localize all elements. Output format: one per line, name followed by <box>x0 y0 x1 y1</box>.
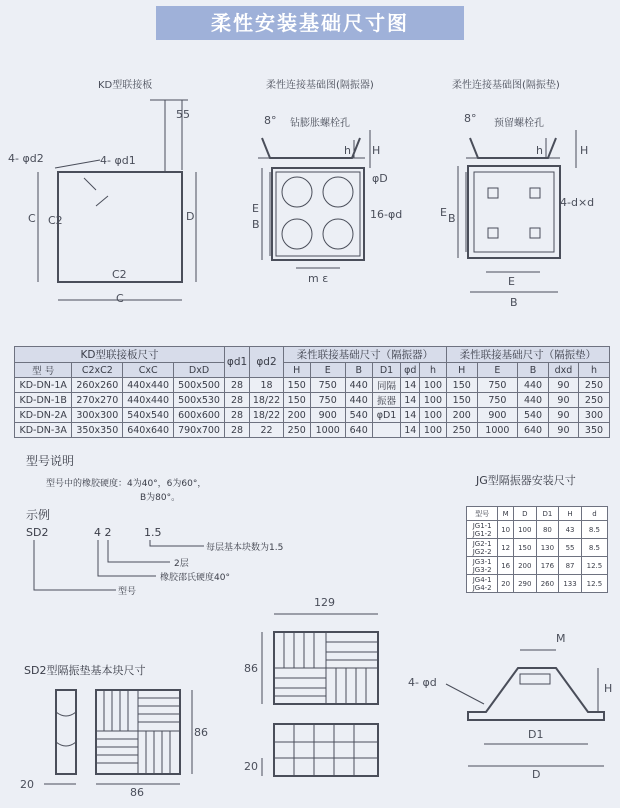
jg-header-row <box>467 507 608 521</box>
spec-table <box>14 346 610 438</box>
spec-cell: 440x440 <box>123 393 174 408</box>
spec-cell: 250 <box>579 393 610 408</box>
jg-cell: 8.5 <box>581 521 607 539</box>
jg-col-m: M <box>498 507 514 521</box>
kd-c-left-label: C <box>28 212 36 225</box>
spec-cell: 同隔 <box>372 378 401 393</box>
spec-cell: 28 <box>224 423 249 438</box>
spec-cell: 振器 <box>372 393 401 408</box>
spec-col-iso-h: h <box>420 363 447 378</box>
isolator-circle-2 <box>323 177 353 207</box>
spec-col-iso-H: H <box>283 363 310 378</box>
spec-cell: 500x530 <box>174 393 225 408</box>
spec-cell: KD-DN-3A <box>15 423 72 438</box>
sd2-big-drawing <box>262 614 378 776</box>
spec-cell: 1000 <box>477 423 518 438</box>
sd2-big-ribs <box>274 632 378 704</box>
pad-e-label: E <box>440 206 447 219</box>
spec-cell: 90 <box>548 378 578 393</box>
jg-row <box>467 539 608 557</box>
jg-cell: JG1-1 JG1-2 <box>467 521 498 539</box>
jg-cell: 176 <box>536 557 559 575</box>
spec-cell: 750 <box>477 393 518 408</box>
spec-col-iso-phid: φd <box>401 363 420 378</box>
pad-hole-2 <box>530 188 540 198</box>
spec-group-iso: 柔性联接基础尺寸（隔振器） <box>283 347 446 363</box>
isolator-inner <box>276 172 360 256</box>
pad-bolt-label: 预留螺栓孔 <box>494 118 544 129</box>
sd2-129-label: 129 <box>314 596 335 609</box>
example-42: 4 2 <box>94 526 112 539</box>
spec-col-model: 型 号 <box>15 363 72 378</box>
example-note-model: 型号 <box>118 587 137 597</box>
spec-cell: 440 <box>345 393 372 408</box>
spec-cell: 540 <box>518 408 549 423</box>
pad-side <box>470 138 556 158</box>
kd-c2-bottom-label: C2 <box>112 268 127 281</box>
sd2-20-label: 20 <box>20 778 34 791</box>
spec-cell: 90 <box>548 423 578 438</box>
spec-cell: 14 <box>401 408 420 423</box>
spec-cell: 500x500 <box>174 378 225 393</box>
isolator-circle-3 <box>282 219 312 249</box>
sd2-small-drawing <box>44 690 192 784</box>
spec-cell: 260x260 <box>72 378 123 393</box>
jg-col-hole: d <box>581 507 607 521</box>
sd2-big-side-lines <box>274 724 378 776</box>
spec-col-phid2: φd2 <box>250 347 284 378</box>
spec-cell: 900 <box>310 408 345 423</box>
spec-cell: 18/22 <box>250 393 284 408</box>
sd2-86-h-label: 86 <box>194 726 208 739</box>
spec-cell: 440 <box>518 378 549 393</box>
spec-cell: 90 <box>548 393 578 408</box>
spec-col-c2: C2xC2 <box>72 363 123 378</box>
spec-col-phid1: φd1 <box>224 347 249 378</box>
pad-hole-1 <box>488 188 498 198</box>
jg-cell: 12.5 <box>581 557 607 575</box>
iso-phiD-label: φD <box>372 172 388 185</box>
jg-top-cap <box>520 674 550 684</box>
isolator-circle-1 <box>282 177 312 207</box>
sd2-20-big-label: 20 <box>244 760 258 773</box>
spec-cell: 100 <box>420 408 447 423</box>
jg-row <box>467 557 608 575</box>
jg-table-body <box>467 521 608 593</box>
iso-b-label: B <box>252 218 260 231</box>
jg-cell: 55 <box>559 539 582 557</box>
spec-col-pad-dxd: dxd <box>548 363 578 378</box>
spec-cell: 150 <box>446 393 477 408</box>
spec-cell: 640 <box>518 423 549 438</box>
spec-cell: 200 <box>446 408 477 423</box>
example-note-40: 橡胶邵氏硬度40° <box>160 573 230 583</box>
jg-hole-leader <box>446 684 484 704</box>
jg-cell: 260 <box>536 575 559 593</box>
jg-col-model: 型号 <box>467 507 498 521</box>
jg-cell: 43 <box>559 521 582 539</box>
jg-cell: 8.5 <box>581 539 607 557</box>
spec-cell: 90 <box>548 408 578 423</box>
jg-col-d1: D1 <box>536 507 559 521</box>
spec-cell: 150 <box>283 393 310 408</box>
spec-cell: 18/22 <box>250 408 284 423</box>
spec-cell: 640 <box>345 423 372 438</box>
iso-holes-label: 16-φd <box>370 208 403 221</box>
spec-cell: 350 <box>579 423 610 438</box>
iso-h-label: h <box>344 144 351 157</box>
spec-cell: 350x350 <box>72 423 123 438</box>
pad-b-label: B <box>448 212 456 225</box>
spec-cell: 250 <box>579 378 610 393</box>
spec-cell: 900 <box>477 408 518 423</box>
iso-bottom-label: m ε <box>308 272 329 285</box>
kd-plate-caption: KD型联接板 <box>98 80 153 91</box>
spec-cell: 22 <box>250 423 284 438</box>
kd-leader-1 <box>55 160 100 168</box>
spec-row <box>15 408 610 423</box>
spec-cell: 790x700 <box>174 423 225 438</box>
spec-cell: 100 <box>420 393 447 408</box>
kd-55-label: 55 <box>176 108 190 121</box>
spec-cell: KD-DN-1B <box>15 393 72 408</box>
example-heading: 示例 <box>26 508 51 522</box>
spec-cell: 640x640 <box>123 423 174 438</box>
page-title: 柔性安装基础尺寸图 <box>211 11 409 35</box>
isolator-caption: 柔性连接基础图(隔振器) <box>266 80 374 91</box>
sd2-86-w-label: 86 <box>130 786 144 799</box>
iso-bolt-label: 钻膨胀螺栓孔 <box>290 118 350 129</box>
spec-group-pad: 柔性联接基础尺寸（隔振垫） <box>446 347 609 363</box>
spec-cell: 28 <box>224 378 249 393</box>
kd-hole-d2-label: 4- φd2 <box>8 152 44 165</box>
spec-cell: 300x300 <box>72 408 123 423</box>
jg-cell: 133 <box>559 575 582 593</box>
sd2-86-big-label: 86 <box>244 662 258 675</box>
spec-cell: 750 <box>310 378 345 393</box>
spec-cell <box>372 423 401 438</box>
jg-d-label: D <box>532 768 541 781</box>
isolator-circle-4 <box>323 219 353 249</box>
spec-cell: KD-DN-2A <box>15 408 72 423</box>
spec-cell: 1000 <box>310 423 345 438</box>
jg-cell: 200 <box>513 557 536 575</box>
jg-m-label: M <box>556 632 566 645</box>
spec-cell: 600x600 <box>174 408 225 423</box>
kd-d-label: D <box>186 210 195 223</box>
spec-col-c: CxC <box>123 363 174 378</box>
spec-cell: 150 <box>446 378 477 393</box>
spec-cell: 28 <box>224 393 249 408</box>
spec-group-kd: KD型联接板尺寸 <box>15 347 225 363</box>
spec-col-iso-B: B <box>345 363 372 378</box>
kd-hole-d1-label: 4- φd1 <box>100 154 136 167</box>
iso-angle-label: 8° <box>264 114 277 127</box>
pad-bottom-b-label: B <box>510 296 518 309</box>
spec-cell: φD1 <box>372 408 401 423</box>
spec-cell: 270x270 <box>72 393 123 408</box>
kd-leader-3 <box>96 196 108 206</box>
jg-cell: 100 <box>513 521 536 539</box>
example-note-15: 每层基本块数为1.5 <box>206 543 284 553</box>
model-note-line1: 型号中的橡胶硬度：4为40°，6为60°， <box>46 479 207 489</box>
jg-col-h: H <box>559 507 582 521</box>
jg-h-label: H <box>604 682 613 695</box>
pad-frame <box>468 166 560 258</box>
pad-bottom-e-label: E <box>508 275 515 288</box>
spec-cell: KD-DN-1A <box>15 378 72 393</box>
spec-col-iso-D1: D1 <box>372 363 401 378</box>
kd-c-bottom-label: C <box>116 292 124 305</box>
jg-cell: 12.5 <box>581 575 607 593</box>
sd2-big-side <box>274 724 378 776</box>
pad-hole-4 <box>530 228 540 238</box>
spec-cell: 200 <box>283 408 310 423</box>
spec-cell: 100 <box>420 378 447 393</box>
spec-col-pad-h: h <box>579 363 610 378</box>
jg-cell: 290 <box>513 575 536 593</box>
jg-cell: 10 <box>498 521 514 539</box>
jg-cell: JG2-1 JG2-2 <box>467 539 498 557</box>
iso-e-label: E <box>252 202 259 215</box>
spec-col-pad-H: H <box>446 363 477 378</box>
jg-table <box>466 506 608 593</box>
spec-cell: 300 <box>579 408 610 423</box>
spec-cell: 250 <box>283 423 310 438</box>
sd2-ribs <box>96 690 180 774</box>
model-note-heading: 型号说明 <box>26 454 75 468</box>
spec-group-header <box>15 347 610 363</box>
spec-col-iso-E: E <box>310 363 345 378</box>
jg-cell: 20 <box>498 575 514 593</box>
example-note-2: 2层 <box>174 559 189 569</box>
spec-col-pad-B: B <box>518 363 549 378</box>
spec-col-d: DxD <box>174 363 225 378</box>
spec-cell: 540 <box>345 408 372 423</box>
jg-body <box>468 668 604 720</box>
spec-row <box>15 423 610 438</box>
spec-cell: 150 <box>283 378 310 393</box>
example-15: 1.5 <box>144 526 162 539</box>
spec-cell: 14 <box>401 393 420 408</box>
spec-col-pad-E: E <box>477 363 518 378</box>
spec-row <box>15 393 610 408</box>
jg-caption: JG型隔振器安装尺寸 <box>476 474 576 487</box>
spec-cell: 440x440 <box>123 378 174 393</box>
jg-cell: 130 <box>536 539 559 557</box>
kd-plate-outline <box>58 172 182 282</box>
jg-cell: 80 <box>536 521 559 539</box>
spec-cell: 28 <box>224 408 249 423</box>
isolator-drawing <box>258 130 370 268</box>
jg-cell: 12 <box>498 539 514 557</box>
spec-row <box>15 378 610 393</box>
jg-d1-label: D1 <box>528 728 544 741</box>
jg-row <box>467 575 608 593</box>
spec-cell: 18 <box>250 378 284 393</box>
jg-cell: 87 <box>559 557 582 575</box>
spec-cell: 440 <box>345 378 372 393</box>
spec-col-header <box>15 363 610 378</box>
jg-cell: JG4-1 JG4-2 <box>467 575 498 593</box>
spec-cell: 750 <box>310 393 345 408</box>
pad-angle-label: 8° <box>464 112 477 125</box>
pad-holes-label: 4-d×d <box>560 196 595 209</box>
spec-cell: 100 <box>420 423 447 438</box>
iso-H-label: H <box>372 144 381 157</box>
pad-drawing <box>458 130 576 292</box>
spec-cell: 750 <box>477 378 518 393</box>
sd2-side-grooves <box>56 712 76 746</box>
jg-row <box>467 521 608 539</box>
jg-cell: 150 <box>513 539 536 557</box>
spec-cell: 540x540 <box>123 408 174 423</box>
pad-inner <box>474 172 554 252</box>
pad-H-label: H <box>580 144 589 157</box>
spec-table-body <box>15 378 610 438</box>
jg-cell: JG3-1 JG3-2 <box>467 557 498 575</box>
kd-leader-2 <box>84 178 96 190</box>
sd2-caption: SD2型隔振垫基本块尺寸 <box>24 664 146 677</box>
sd2-side-view <box>56 690 76 774</box>
spec-cell: 14 <box>401 423 420 438</box>
model-note-line2: B为80°。 <box>140 493 181 503</box>
example-code: SD2 <box>26 526 49 539</box>
pad-h-label: h <box>536 144 543 157</box>
pad-hole-3 <box>488 228 498 238</box>
spec-cell: 14 <box>401 378 420 393</box>
jg-drawing <box>446 650 604 766</box>
spec-cell: 250 <box>446 423 477 438</box>
jg-col-d: D <box>513 507 536 521</box>
jg-holes-label: 4- φd <box>408 676 437 689</box>
jg-cell: 16 <box>498 557 514 575</box>
pad-caption: 柔性连接基础图(隔振垫) <box>452 80 560 91</box>
spec-cell: 440 <box>518 393 549 408</box>
kd-c2-left-label: C2 <box>48 214 63 227</box>
